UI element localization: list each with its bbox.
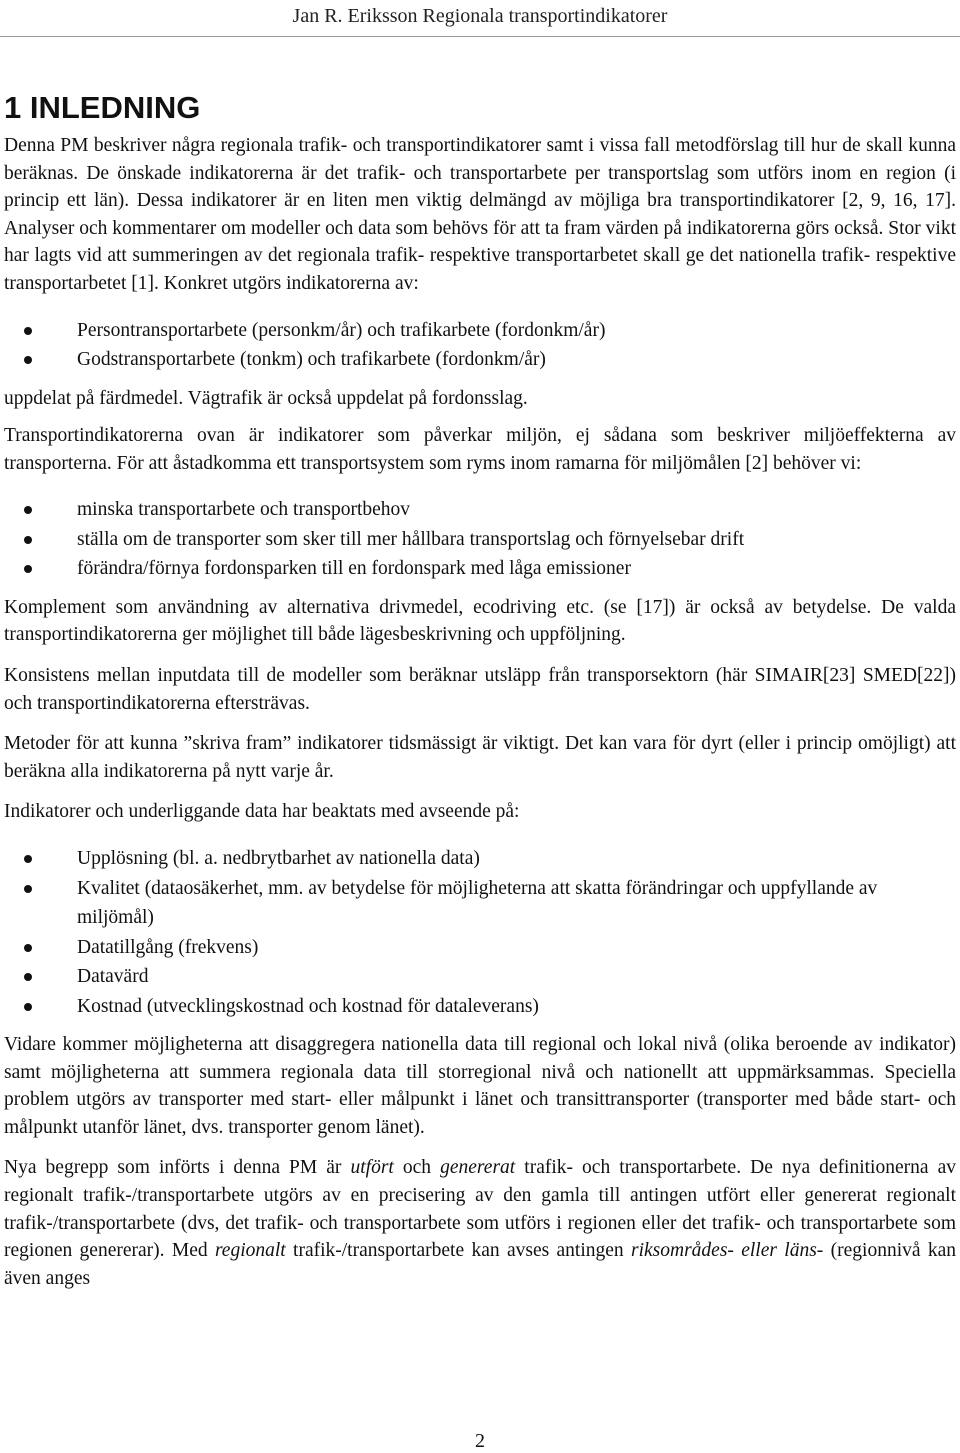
section-title: INLEDNING xyxy=(29,90,201,125)
term-riksomrades: riksområdes- eller läns- xyxy=(631,1240,824,1262)
bullet-icon xyxy=(24,536,32,544)
list-item: Datatillgång (frekvens) xyxy=(4,933,956,963)
running-header: Jan R. Eriksson Regionala transportindikatorer xyxy=(292,5,668,27)
paragraph-komplement: Komplement som användning av alternativa drivmedel, ecodriving etc. (se [17]) är också av betydelse. De valda transportindikatorerna ger möjlighet till både lägesbeskrivning och uppföljning. xyxy=(4,596,956,646)
list-item: ställa om de transporter som sker till mer hållbara transportslag och förnyelsebar drift xyxy=(4,525,956,555)
term-regionalt: regionalt xyxy=(214,1240,286,1262)
bullet-icon xyxy=(24,356,32,364)
bullet-icon xyxy=(24,565,32,573)
paragraph-begrepp: Nya begrepp som införts i denna PM är utfört och genererat trafik- och transportarbete. De nya definitionerna av regionalt trafik-/transportarbete utgörs av en precisering av den gamla till antingen utfört eller genererat regionalt trafik-/transportarbete (dvs, det trafik- och transportarbete som utförs i regionen eller det trafik- och transportarbete som regionen genererar). Med regionalt trafik-/transportarbete kan avses antingen riksområdes- eller läns- (regionnivå kan även anges xyxy=(4,1157,957,1289)
list-item: minska transportarbete och transportbehov xyxy=(4,495,956,525)
term-genererat: genererat xyxy=(440,1157,516,1179)
list-indikatorer xyxy=(4,316,956,375)
section-heading xyxy=(4,88,956,128)
term-utfort: utfört xyxy=(350,1157,394,1179)
list-item: Kvalitet (dataosäkerhet, mm. av betydelse för möjligheterna att skatta förändringar och uppfyllande av miljömål) xyxy=(4,874,956,933)
paragraph-miljomal: Transportindikatorerna ovan är indikatorer som påverkar miljön, ej sådana som beskriver miljöeffekterna av transporterna. För att åstadkomma ett transportsystem som ryms inom ramarna för miljömålen [2] behöver vi: xyxy=(4,425,956,474)
section-number: 1 xyxy=(4,90,22,125)
list-item: Datavärd xyxy=(4,962,956,992)
paragraph-intro: Denna PM beskriver några regionala trafik- och transportindikatorer samt i vissa fall metodförslag till hur de skall kunna beräknas. De önskade indikatorerna är det trafik- och transportarbete per transportslag som utförs inom en region (i princip ett län). Dessa indikatorer är en liten men viktig delmängd av möjliga bra transportindikatorer [2, 9, 16, 17]. Analyser och kommentarer om modeller och data som behövs för att ta fram värden på indikatorerna görs också. Stor vikt har lagts vid att summeringen av det regionala trafik- respektive transportarbetet skall ge det nationella trafik- respektive transportarbetet [1]. Konkret utgörs indikatorerna av: xyxy=(4,135,956,294)
bullet-icon xyxy=(24,855,32,863)
page-number: 2 xyxy=(475,1430,485,1452)
list-item: förändra/förnya fordonsparken till en fordonspark med låga emissioner xyxy=(4,554,956,584)
bullet-icon xyxy=(24,973,32,981)
list-item: Upplösning (bl. a. nedbrytbarhet av nationella data) xyxy=(4,844,956,874)
bullet-icon xyxy=(24,1003,32,1011)
paragraph-avseende: Indikatorer och underliggande data har beaktats med avseende på: xyxy=(4,801,520,823)
paragraph-konsistens: Konsistens mellan inputdata till de modeller som beräknar utsläpp från transporsektorn (här SIMAIR[23] SMED[22]) och transportindikatorerna eftersträvas. xyxy=(4,665,956,714)
bullet-icon xyxy=(24,327,32,335)
list-avseende xyxy=(4,844,956,1021)
bullet-icon xyxy=(24,885,32,893)
bullet-icon xyxy=(24,506,32,514)
paragraph-fardmedel: uppdelat på färdmedel. Vägtrafik är också uppdelat på fordonsslag. xyxy=(4,387,528,409)
list-item: Godstransportarbete (tonkm) och trafikarbete (fordonkm/år) xyxy=(4,345,956,375)
bullet-icon xyxy=(24,944,32,952)
list-item: Persontransportarbete (personkm/år) och trafikarbete (fordonkm/år) xyxy=(4,316,956,346)
document-body xyxy=(4,88,956,1305)
list-behover xyxy=(4,495,956,584)
paragraph-metoder: Metoder för att kunna ”skriva fram” indikatorer tidsmässigt är viktigt. Det kan vara för dyrt (eller i princip omöjligt) att beräkna alla indikatorerna på nytt varje år. xyxy=(4,733,956,782)
paragraph-disaggregera: Vidare kommer möjligheterna att disaggregera nationella data till regional och lokal nivå (olika beroende av indikator) samt möjligheterna att summera regionala data till storregional nivå och nationellt att uppmärksammas. Speciella problem utgörs av transporter med start- eller målpunkt i länet och transittransporter (transporter med både start- och målpunkt utanför länet, dvs. transporter genom länet). xyxy=(4,1034,956,1138)
header-rule xyxy=(0,36,960,37)
list-item: Kostnad (utvecklingskostnad och kostnad för dataleverans) xyxy=(4,992,956,1022)
